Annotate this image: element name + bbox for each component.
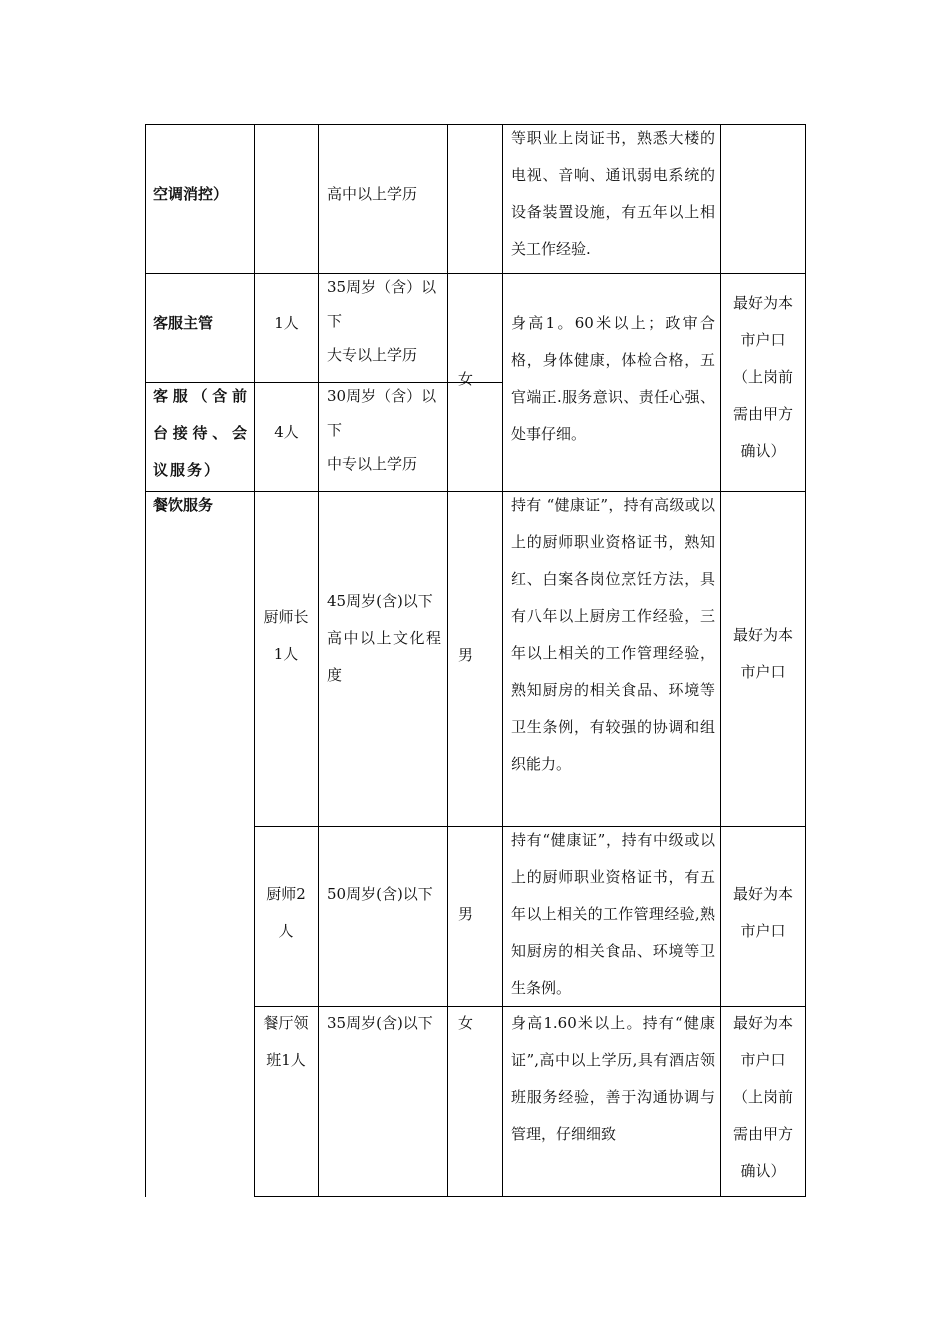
count-cs: 4人 bbox=[274, 423, 299, 441]
position-cs-supervisor: 客服主管 bbox=[153, 314, 214, 332]
count-head-chef: 厨师长1人 bbox=[263, 608, 309, 663]
household-cs: 最好为本市户口（上岗前需由甲方确认） bbox=[732, 294, 793, 460]
age-edu-head-chef: 45周岁(含)以下 高中以上文化程度 bbox=[327, 592, 441, 684]
count-restaurant-captain: 餐厅领班1人 bbox=[263, 1014, 309, 1069]
gender-head-chef: 男 bbox=[458, 646, 474, 664]
requirements-cs: 身高1。60米以上；政审合格，身体健康，体检合格，五官端正.服务意识、责任心强、处事仔细。 bbox=[511, 314, 715, 443]
age-edu-cs-supervisor: 35周岁（含）以下 大专以上学历 bbox=[327, 278, 437, 364]
household-restaurant-captain: 最好为本市户口（上岗前需由甲方确认） bbox=[732, 1014, 793, 1180]
household-chef: 最好为本市户口 bbox=[732, 885, 793, 940]
requirements-head-chef: 持有 “健康证”，持有高级或以上的厨师职业资格证书，熟知红、白案各岗位烹饪方法，具有八年以上厨房工作经验，三年以上相关的工作管理经验，熟知厨房的相关食品、环境等卫生条例，有较强的协调和组织能力。 bbox=[511, 496, 715, 773]
gender-restaurant-captain: 女 bbox=[458, 1014, 474, 1032]
age-edu-cs: 30周岁（含）以下 中专以上学历 bbox=[327, 387, 437, 473]
age-edu-aircon: 高中以上学历 bbox=[327, 185, 418, 203]
position-aircon: 空调消控） bbox=[153, 185, 229, 203]
category-catering: 餐饮服务 bbox=[153, 496, 214, 514]
gender-cs: 女 bbox=[458, 370, 474, 388]
count-chef: 厨师2人 bbox=[266, 885, 306, 940]
requirements-aircon: 等职业上岗证书，熟悉大楼的电视、音响、通讯弱电系统的设备装置设施，有五年以上相关工作经验. bbox=[511, 129, 715, 258]
position-cs: 客服（含前台接待、会议服务） bbox=[153, 387, 249, 479]
household-head-chef: 最好为本市户口 bbox=[732, 626, 793, 681]
requirements-restaurant-captain: 身高1.60米以上。持有“健康证”,高中以上学历,具有酒店领班服务经验，善于沟通协调与管理，仔细细致 bbox=[511, 1014, 715, 1143]
count-cs-supervisor: 1人 bbox=[274, 314, 299, 332]
requirements-chef: 持有“健康证”，持有中级或以上的厨师职业资格证书，有五年以上相关的工作管理经验,熟知厨房的相关食品、环境等卫生条例。 bbox=[511, 831, 715, 997]
gender-chef: 男 bbox=[458, 905, 474, 923]
age-edu-restaurant-captain: 35周岁(含)以下 bbox=[327, 1014, 433, 1032]
age-edu-chef: 50周岁(含)以下 bbox=[327, 885, 433, 903]
